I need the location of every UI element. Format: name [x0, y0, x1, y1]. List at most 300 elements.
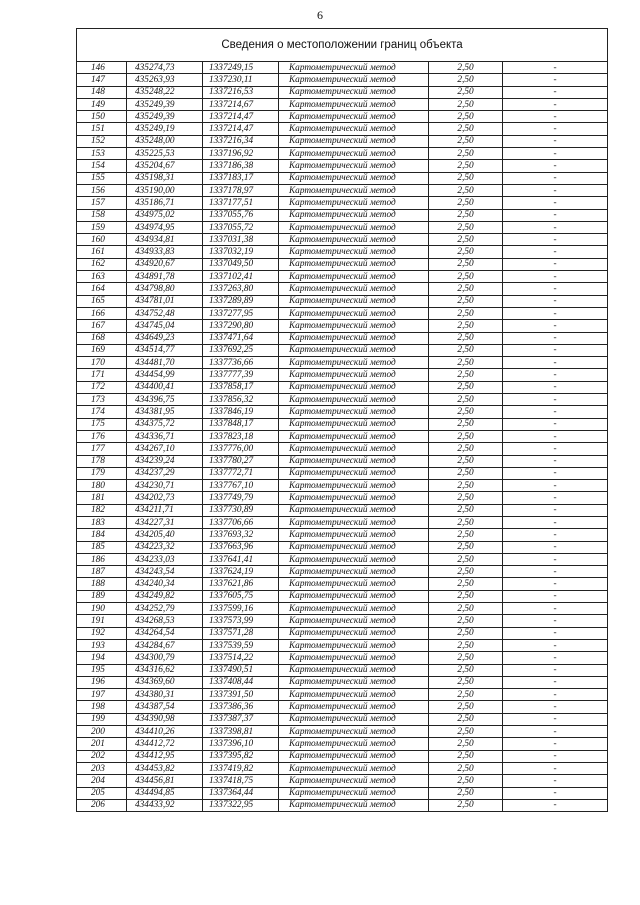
note-cell: -	[503, 726, 608, 738]
x-coordinate-cell: 434202,73	[127, 492, 203, 504]
accuracy-cell: 2,50	[429, 615, 503, 627]
point-number-cell: 149	[77, 98, 127, 110]
y-coordinate-cell: 1337776,00	[203, 443, 279, 455]
accuracy-cell: 2,50	[429, 320, 503, 332]
note-cell: -	[503, 762, 608, 774]
x-coordinate-cell: 434316,62	[127, 664, 203, 676]
point-number-cell: 190	[77, 603, 127, 615]
y-coordinate-cell: 1337780,27	[203, 455, 279, 467]
y-coordinate-cell: 1337177,51	[203, 197, 279, 209]
method-cell: Картометрический метод	[279, 713, 429, 725]
table-row	[77, 492, 608, 504]
point-number-cell: 153	[77, 148, 127, 160]
method-cell: Картометрический метод	[279, 689, 429, 701]
x-coordinate-cell: 434387,54	[127, 701, 203, 713]
note-cell: -	[503, 652, 608, 664]
y-coordinate-cell: 1337032,19	[203, 246, 279, 258]
table-row	[77, 553, 608, 565]
accuracy-cell: 2,50	[429, 689, 503, 701]
accuracy-cell: 2,50	[429, 799, 503, 811]
note-cell: -	[503, 197, 608, 209]
x-coordinate-cell: 434264,54	[127, 627, 203, 639]
method-cell: Картометрический метод	[279, 184, 429, 196]
accuracy-cell: 2,50	[429, 172, 503, 184]
x-coordinate-cell: 434798,80	[127, 283, 203, 295]
table-row	[77, 627, 608, 639]
note-cell: -	[503, 271, 608, 283]
table-row	[77, 541, 608, 553]
x-coordinate-cell: 434454,99	[127, 369, 203, 381]
y-coordinate-cell: 1337230,11	[203, 74, 279, 86]
note-cell: -	[503, 775, 608, 787]
x-coordinate-cell: 435263,93	[127, 74, 203, 86]
table-row	[77, 652, 608, 664]
point-number-cell: 169	[77, 344, 127, 356]
method-cell: Картометрический метод	[279, 111, 429, 123]
point-number-cell: 165	[77, 295, 127, 307]
accuracy-cell: 2,50	[429, 627, 503, 639]
method-cell: Картометрический метод	[279, 750, 429, 762]
note-cell: -	[503, 74, 608, 86]
point-number-cell: 160	[77, 234, 127, 246]
table-row	[77, 480, 608, 492]
accuracy-cell: 2,50	[429, 603, 503, 615]
table-row	[77, 689, 608, 701]
point-number-cell: 147	[77, 74, 127, 86]
y-coordinate-cell: 1337605,75	[203, 590, 279, 602]
point-number-cell: 186	[77, 553, 127, 565]
x-coordinate-cell: 435190,00	[127, 184, 203, 196]
note-cell: -	[503, 430, 608, 442]
table-row	[77, 271, 608, 283]
table-row	[77, 664, 608, 676]
method-cell: Картометрический метод	[279, 209, 429, 221]
point-number-cell: 204	[77, 775, 127, 787]
method-cell: Картометрический метод	[279, 148, 429, 160]
x-coordinate-cell: 434284,67	[127, 639, 203, 651]
table-row	[77, 320, 608, 332]
note-cell: -	[503, 295, 608, 307]
point-number-cell: 191	[77, 615, 127, 627]
point-number-cell: 203	[77, 762, 127, 774]
accuracy-cell: 2,50	[429, 676, 503, 688]
y-coordinate-cell: 1337031,38	[203, 234, 279, 246]
accuracy-cell: 2,50	[429, 86, 503, 98]
x-coordinate-cell: 434375,72	[127, 418, 203, 430]
y-coordinate-cell: 1337216,34	[203, 135, 279, 147]
x-coordinate-cell: 435274,73	[127, 62, 203, 74]
y-coordinate-cell: 1337846,19	[203, 406, 279, 418]
point-number-cell: 202	[77, 750, 127, 762]
table-row	[77, 775, 608, 787]
x-coordinate-cell: 434752,48	[127, 307, 203, 319]
table-row	[77, 566, 608, 578]
table-body	[77, 62, 608, 812]
accuracy-cell: 2,50	[429, 234, 503, 246]
x-coordinate-cell: 434649,23	[127, 332, 203, 344]
method-cell: Картометрический метод	[279, 406, 429, 418]
y-coordinate-cell: 1337263,80	[203, 283, 279, 295]
x-coordinate-cell: 435249,39	[127, 98, 203, 110]
point-number-cell: 206	[77, 799, 127, 811]
method-cell: Картометрический метод	[279, 86, 429, 98]
x-coordinate-cell: 434481,70	[127, 357, 203, 369]
table-row	[77, 455, 608, 467]
x-coordinate-cell: 434252,79	[127, 603, 203, 615]
point-number-cell: 182	[77, 504, 127, 516]
y-coordinate-cell: 1337249,15	[203, 62, 279, 74]
point-number-cell: 168	[77, 332, 127, 344]
method-cell: Картометрический метод	[279, 369, 429, 381]
table-row	[77, 443, 608, 455]
method-cell: Картометрический метод	[279, 307, 429, 319]
accuracy-cell: 2,50	[429, 184, 503, 196]
y-coordinate-cell: 1337621,86	[203, 578, 279, 590]
y-coordinate-cell: 1337706,66	[203, 516, 279, 528]
method-cell: Картометрический метод	[279, 443, 429, 455]
note-cell: -	[503, 639, 608, 651]
x-coordinate-cell: 434211,71	[127, 504, 203, 516]
table-row	[77, 590, 608, 602]
note-cell: -	[503, 86, 608, 98]
accuracy-cell: 2,50	[429, 541, 503, 553]
point-number-cell: 148	[77, 86, 127, 98]
note-cell: -	[503, 344, 608, 356]
accuracy-cell: 2,50	[429, 209, 503, 221]
y-coordinate-cell: 1337277,95	[203, 307, 279, 319]
note-cell: -	[503, 750, 608, 762]
y-coordinate-cell: 1337823,18	[203, 430, 279, 442]
note-cell: -	[503, 455, 608, 467]
table-row	[77, 750, 608, 762]
note-cell: -	[503, 541, 608, 553]
y-coordinate-cell: 1337178,97	[203, 184, 279, 196]
note-cell: -	[503, 62, 608, 74]
method-cell: Картометрический метод	[279, 529, 429, 541]
x-coordinate-cell: 434300,79	[127, 652, 203, 664]
method-cell: Картометрический метод	[279, 553, 429, 565]
y-coordinate-cell: 1337395,82	[203, 750, 279, 762]
method-cell: Картометрический метод	[279, 578, 429, 590]
accuracy-cell: 2,50	[429, 160, 503, 172]
note-cell: -	[503, 603, 608, 615]
method-cell: Картометрический метод	[279, 590, 429, 602]
accuracy-cell: 2,50	[429, 726, 503, 738]
note-cell: -	[503, 135, 608, 147]
table-row	[77, 98, 608, 110]
x-coordinate-cell: 434267,10	[127, 443, 203, 455]
x-coordinate-cell: 434891,78	[127, 271, 203, 283]
x-coordinate-cell: 435249,19	[127, 123, 203, 135]
y-coordinate-cell: 1337364,44	[203, 787, 279, 799]
x-coordinate-cell: 435186,71	[127, 197, 203, 209]
accuracy-cell: 2,50	[429, 357, 503, 369]
note-cell: -	[503, 148, 608, 160]
note-cell: -	[503, 418, 608, 430]
accuracy-cell: 2,50	[429, 492, 503, 504]
y-coordinate-cell: 1337408,44	[203, 676, 279, 688]
accuracy-cell: 2,50	[429, 504, 503, 516]
x-coordinate-cell: 434381,95	[127, 406, 203, 418]
method-cell: Картометрический метод	[279, 615, 429, 627]
note-cell: -	[503, 160, 608, 172]
method-cell: Картометрический метод	[279, 799, 429, 811]
y-coordinate-cell: 1337418,75	[203, 775, 279, 787]
table-row	[77, 639, 608, 651]
note-cell: -	[503, 332, 608, 344]
accuracy-cell: 2,50	[429, 529, 503, 541]
point-number-cell: 188	[77, 578, 127, 590]
table-row	[77, 369, 608, 381]
x-coordinate-cell: 434369,60	[127, 676, 203, 688]
accuracy-cell: 2,50	[429, 443, 503, 455]
point-number-cell: 161	[77, 246, 127, 258]
accuracy-cell: 2,50	[429, 283, 503, 295]
y-coordinate-cell: 1337055,72	[203, 221, 279, 233]
table-row	[77, 283, 608, 295]
accuracy-cell: 2,50	[429, 381, 503, 393]
y-coordinate-cell: 1337641,41	[203, 553, 279, 565]
y-coordinate-cell: 1337490,51	[203, 664, 279, 676]
point-number-cell: 174	[77, 406, 127, 418]
table-row	[77, 799, 608, 811]
y-coordinate-cell: 1337322,95	[203, 799, 279, 811]
note-cell: -	[503, 664, 608, 676]
note-cell: -	[503, 221, 608, 233]
note-cell: -	[503, 381, 608, 393]
y-coordinate-cell: 1337693,32	[203, 529, 279, 541]
accuracy-cell: 2,50	[429, 762, 503, 774]
table-row	[77, 418, 608, 430]
y-coordinate-cell: 1337777,39	[203, 369, 279, 381]
y-coordinate-cell: 1337856,32	[203, 394, 279, 406]
method-cell: Картометрический метод	[279, 271, 429, 283]
y-coordinate-cell: 1337471,64	[203, 332, 279, 344]
table-row	[77, 357, 608, 369]
table-row	[77, 148, 608, 160]
accuracy-cell: 2,50	[429, 295, 503, 307]
point-number-cell: 177	[77, 443, 127, 455]
accuracy-cell: 2,50	[429, 418, 503, 430]
accuracy-cell: 2,50	[429, 578, 503, 590]
note-cell: -	[503, 258, 608, 270]
note-cell: -	[503, 504, 608, 516]
note-cell: -	[503, 516, 608, 528]
table-row	[77, 221, 608, 233]
accuracy-cell: 2,50	[429, 332, 503, 344]
note-cell: -	[503, 234, 608, 246]
note-cell: -	[503, 787, 608, 799]
x-coordinate-cell: 434494,85	[127, 787, 203, 799]
table-row	[77, 381, 608, 393]
method-cell: Картометрический метод	[279, 357, 429, 369]
accuracy-cell: 2,50	[429, 480, 503, 492]
point-number-cell: 197	[77, 689, 127, 701]
x-coordinate-cell: 434227,31	[127, 516, 203, 528]
accuracy-cell: 2,50	[429, 74, 503, 86]
method-cell: Картометрический метод	[279, 738, 429, 750]
point-number-cell: 167	[77, 320, 127, 332]
method-cell: Картометрический метод	[279, 627, 429, 639]
method-cell: Картометрический метод	[279, 135, 429, 147]
x-coordinate-cell: 434237,29	[127, 467, 203, 479]
note-cell: -	[503, 689, 608, 701]
point-number-cell: 163	[77, 271, 127, 283]
y-coordinate-cell: 1337692,25	[203, 344, 279, 356]
note-cell: -	[503, 529, 608, 541]
accuracy-cell: 2,50	[429, 467, 503, 479]
x-coordinate-cell: 434920,67	[127, 258, 203, 270]
method-cell: Картометрический метод	[279, 787, 429, 799]
table-row	[77, 111, 608, 123]
note-cell: -	[503, 307, 608, 319]
method-cell: Картометрический метод	[279, 62, 429, 74]
accuracy-cell: 2,50	[429, 135, 503, 147]
method-cell: Картометрический метод	[279, 566, 429, 578]
method-cell: Картометрический метод	[279, 283, 429, 295]
accuracy-cell: 2,50	[429, 62, 503, 74]
note-cell: -	[503, 394, 608, 406]
point-number-cell: 155	[77, 172, 127, 184]
method-cell: Картометрический метод	[279, 430, 429, 442]
table-row	[77, 74, 608, 86]
method-cell: Картометрический метод	[279, 676, 429, 688]
point-number-cell: 201	[77, 738, 127, 750]
method-cell: Картометрический метод	[279, 418, 429, 430]
method-cell: Картометрический метод	[279, 504, 429, 516]
note-cell: -	[503, 98, 608, 110]
y-coordinate-cell: 1337386,36	[203, 701, 279, 713]
y-coordinate-cell: 1337396,10	[203, 738, 279, 750]
x-coordinate-cell: 435248,22	[127, 86, 203, 98]
method-cell: Картометрический метод	[279, 652, 429, 664]
x-coordinate-cell: 434933,83	[127, 246, 203, 258]
table-title: Сведения о местоположении границ объекта	[77, 29, 608, 62]
note-cell: -	[503, 406, 608, 418]
y-coordinate-cell: 1337387,37	[203, 713, 279, 725]
accuracy-cell: 2,50	[429, 750, 503, 762]
method-cell: Картометрический метод	[279, 775, 429, 787]
y-coordinate-cell: 1337196,92	[203, 148, 279, 160]
table-row	[77, 726, 608, 738]
note-cell: -	[503, 467, 608, 479]
table-row	[77, 467, 608, 479]
table-row	[77, 197, 608, 209]
point-number-cell: 181	[77, 492, 127, 504]
point-number-cell: 195	[77, 664, 127, 676]
accuracy-cell: 2,50	[429, 455, 503, 467]
method-cell: Картометрический метод	[279, 344, 429, 356]
table-row	[77, 184, 608, 196]
note-cell: -	[503, 627, 608, 639]
table-row	[77, 615, 608, 627]
table-row	[77, 258, 608, 270]
note-cell: -	[503, 443, 608, 455]
table-row	[77, 406, 608, 418]
x-coordinate-cell: 434390,98	[127, 713, 203, 725]
table-row	[77, 234, 608, 246]
accuracy-cell: 2,50	[429, 307, 503, 319]
x-coordinate-cell: 434396,75	[127, 394, 203, 406]
table-row	[77, 209, 608, 221]
table-row	[77, 504, 608, 516]
note-cell: -	[503, 590, 608, 602]
table-row	[77, 738, 608, 750]
method-cell: Картометрический метод	[279, 295, 429, 307]
accuracy-cell: 2,50	[429, 271, 503, 283]
y-coordinate-cell: 1337214,47	[203, 123, 279, 135]
table-row	[77, 160, 608, 172]
x-coordinate-cell: 434781,01	[127, 295, 203, 307]
note-cell: -	[503, 553, 608, 565]
accuracy-cell: 2,50	[429, 664, 503, 676]
point-number-cell: 164	[77, 283, 127, 295]
method-cell: Картометрический метод	[279, 603, 429, 615]
method-cell: Картометрический метод	[279, 492, 429, 504]
y-coordinate-cell: 1337391,50	[203, 689, 279, 701]
method-cell: Картометрический метод	[279, 381, 429, 393]
point-number-cell: 196	[77, 676, 127, 688]
table-row	[77, 676, 608, 688]
method-cell: Картометрический метод	[279, 394, 429, 406]
accuracy-cell: 2,50	[429, 775, 503, 787]
accuracy-cell: 2,50	[429, 516, 503, 528]
y-coordinate-cell: 1337772,71	[203, 467, 279, 479]
point-number-cell: 171	[77, 369, 127, 381]
x-coordinate-cell: 434230,71	[127, 480, 203, 492]
x-coordinate-cell: 434974,95	[127, 221, 203, 233]
point-number-cell: 200	[77, 726, 127, 738]
y-coordinate-cell: 1337214,67	[203, 98, 279, 110]
x-coordinate-cell: 434453,82	[127, 762, 203, 774]
point-number-cell: 184	[77, 529, 127, 541]
accuracy-cell: 2,50	[429, 246, 503, 258]
method-cell: Картометрический метод	[279, 726, 429, 738]
point-number-cell: 173	[77, 394, 127, 406]
point-number-cell: 170	[77, 357, 127, 369]
accuracy-cell: 2,50	[429, 197, 503, 209]
x-coordinate-cell: 434249,82	[127, 590, 203, 602]
point-number-cell: 189	[77, 590, 127, 602]
method-cell: Картометрический метод	[279, 639, 429, 651]
table-row	[77, 578, 608, 590]
point-number-cell: 156	[77, 184, 127, 196]
method-cell: Картометрический метод	[279, 172, 429, 184]
point-number-cell: 176	[77, 430, 127, 442]
y-coordinate-cell: 1337539,59	[203, 639, 279, 651]
method-cell: Картометрический метод	[279, 332, 429, 344]
method-cell: Картометрический метод	[279, 455, 429, 467]
boundary-table	[76, 28, 608, 812]
note-cell: -	[503, 799, 608, 811]
table-row	[77, 762, 608, 774]
accuracy-cell: 2,50	[429, 701, 503, 713]
method-cell: Картометрический метод	[279, 258, 429, 270]
accuracy-cell: 2,50	[429, 553, 503, 565]
x-coordinate-cell: 434514,77	[127, 344, 203, 356]
table-row	[77, 344, 608, 356]
y-coordinate-cell: 1337858,17	[203, 381, 279, 393]
point-number-cell: 166	[77, 307, 127, 319]
accuracy-cell: 2,50	[429, 111, 503, 123]
note-cell: -	[503, 492, 608, 504]
method-cell: Картометрический метод	[279, 320, 429, 332]
x-coordinate-cell: 434400,41	[127, 381, 203, 393]
x-coordinate-cell: 434410,26	[127, 726, 203, 738]
accuracy-cell: 2,50	[429, 369, 503, 381]
x-coordinate-cell: 435225,53	[127, 148, 203, 160]
accuracy-cell: 2,50	[429, 258, 503, 270]
